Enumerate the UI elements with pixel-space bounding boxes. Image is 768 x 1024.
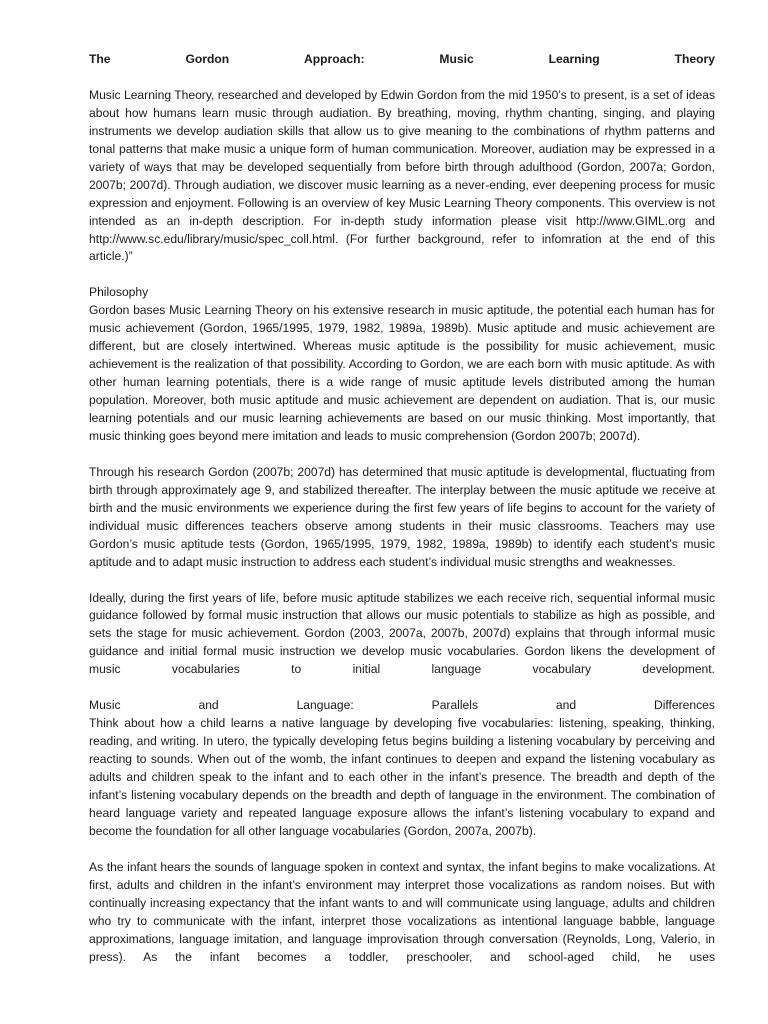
language-paragraph-2: As the infant hears the sounds of language spoken in context and syntax, the infant begins to make vocalizations. At first, adults and children in the infant’s environment may interpret those vocalizations as random noises. But with continually increasing expectancy that the infant wants to and will communicate using language, adults and children who try to communicate with the infant, interpret those vocalizations as intentional language babble, language approximations, language imitation, and language improvisation through conversation (Reynolds, Long, Valerio, in press). As the infant becomes a toddler, preschooler, and school-aged child, he uses	[89, 859, 715, 964]
heading-word: Differences	[653, 698, 715, 713]
heading-word: and	[198, 698, 219, 713]
document-page	[89, 51, 715, 984]
language-heading	[89, 697, 715, 715]
title-word: Learning	[548, 52, 600, 66]
title-word: Gordon	[185, 52, 230, 66]
philosophy-paragraph-2: Through his research Gordon (2007b; 2007d) has determined that music aptitude is developmental, fluctuating from birth through approximately age 9, and stabilized thereafter. The interplay between the music aptitude we receive at birth and the music environments we experience during the first few years of life begins to account for the variety of individual music differences teachers observe among students in their music classrooms. Teachers may use Gordon’s music aptitude tests (Gordon, 1965/1995, 1979, 1982, 1989a, 1989b) to identify each student’s music aptitude and to adapt music instruction to address each student’s individual music strengths and weaknesses.	[89, 464, 715, 569]
heading-word: Language:	[296, 698, 354, 713]
language-paragraph-1: Think about how a child learns a native language by developing five vocabularies: listening, speaking, thinking, reading, and writing. In utero, the typically developing fetus begins building a listening vocabulary by perceiving and reacting to sounds. When out of the womb, the infant continues to deepen and expand the listening vocabulary as adults and children speak to the infant and to each other in the infant’s presence. The breadth and depth of the infant’s listening vocabulary depends on the breadth and depth of language in the environment. The combination of heard language variety and repeated language exposure allows the infant’s listening vocabulary to expand and become the foundation for all other language vocabularies (Gordon, 2007a, 2007b).	[89, 716, 715, 838]
title-word: Approach:	[304, 52, 365, 66]
philosophy-paragraph-1: Gordon bases Music Learning Theory on his extensive research in music aptitude, the potential each human has for music achievement (Gordon, 1965/1995, 1979, 1982, 1989a, 1989b). Music aptitude and music achievement are different, but are closely intertwined. Whereas music aptitude is the possibility for music achievement, music achievement is the realization of that possibility. According to Gordon, we are each born with music aptitude. As with other human learning potentials, there is a wide range of music aptitude levels distributed among the human population. Moreover, both music aptitude and music achievement are dependent on audiation. That is, our music learning potentials and our music learning achievements are based on our music thinking. Most importantly, that music thinking goes beyond mere imitation and leads to music comprehension (Gordon 2007b; 2007d).	[89, 303, 715, 443]
title-word: The	[89, 52, 111, 66]
heading-word: Parallels	[431, 698, 479, 713]
intro-paragraph: Music Learning Theory, researched and developed by Edwin Gordon from the mid 1950’s to present, is a set of ideas about how humans learn music through audiation. By breathing, moving, rhythm chanting, singing, and playing instruments we develop audiation skills that allow us to give meaning to the combinations of rhythm patterns and tonal patterns that make music a unique form of human communication. Moreover, audiation may be expressed in a variety of ways that may be developed sequentially from before birth through adulthood (Gordon, 2007a; Gordon, 2007b; 2007d). Through audiation, we discover music learning as a never-ending, ever deepening process for music expression and enjoyment. Following is an overview of key Music Learning Theory components. This overview is not intended as an in-depth description. For in-depth study information please visit http://www.GIML.org and http://www.sc.edu/library/music/spec_coll.html. (For further background, refer to infomration at the end of this article.)”	[89, 87, 715, 264]
philosophy-heading: Philosophy	[89, 285, 149, 300]
philosophy-paragraph-3: Ideally, during the first years of life, before music aptitude stabilizes we each receive rich, sequential informal music guidance followed by formal music instruction that allows our music potentials to stabilize as high as possible, and sets the stage for music achievement. Gordon (2003, 2007a, 2007b, 2007d) explains that through informal music guidance and initial formal music instruction we develop music vocabularies. Gordon likens the development of music vocabularies to initial language vocabulary development.	[89, 590, 715, 677]
heading-word: Music	[89, 698, 121, 713]
title-word: Theory	[674, 52, 715, 66]
document-title	[89, 51, 715, 69]
heading-word: and	[555, 698, 577, 713]
title-word: Music	[439, 52, 474, 66]
